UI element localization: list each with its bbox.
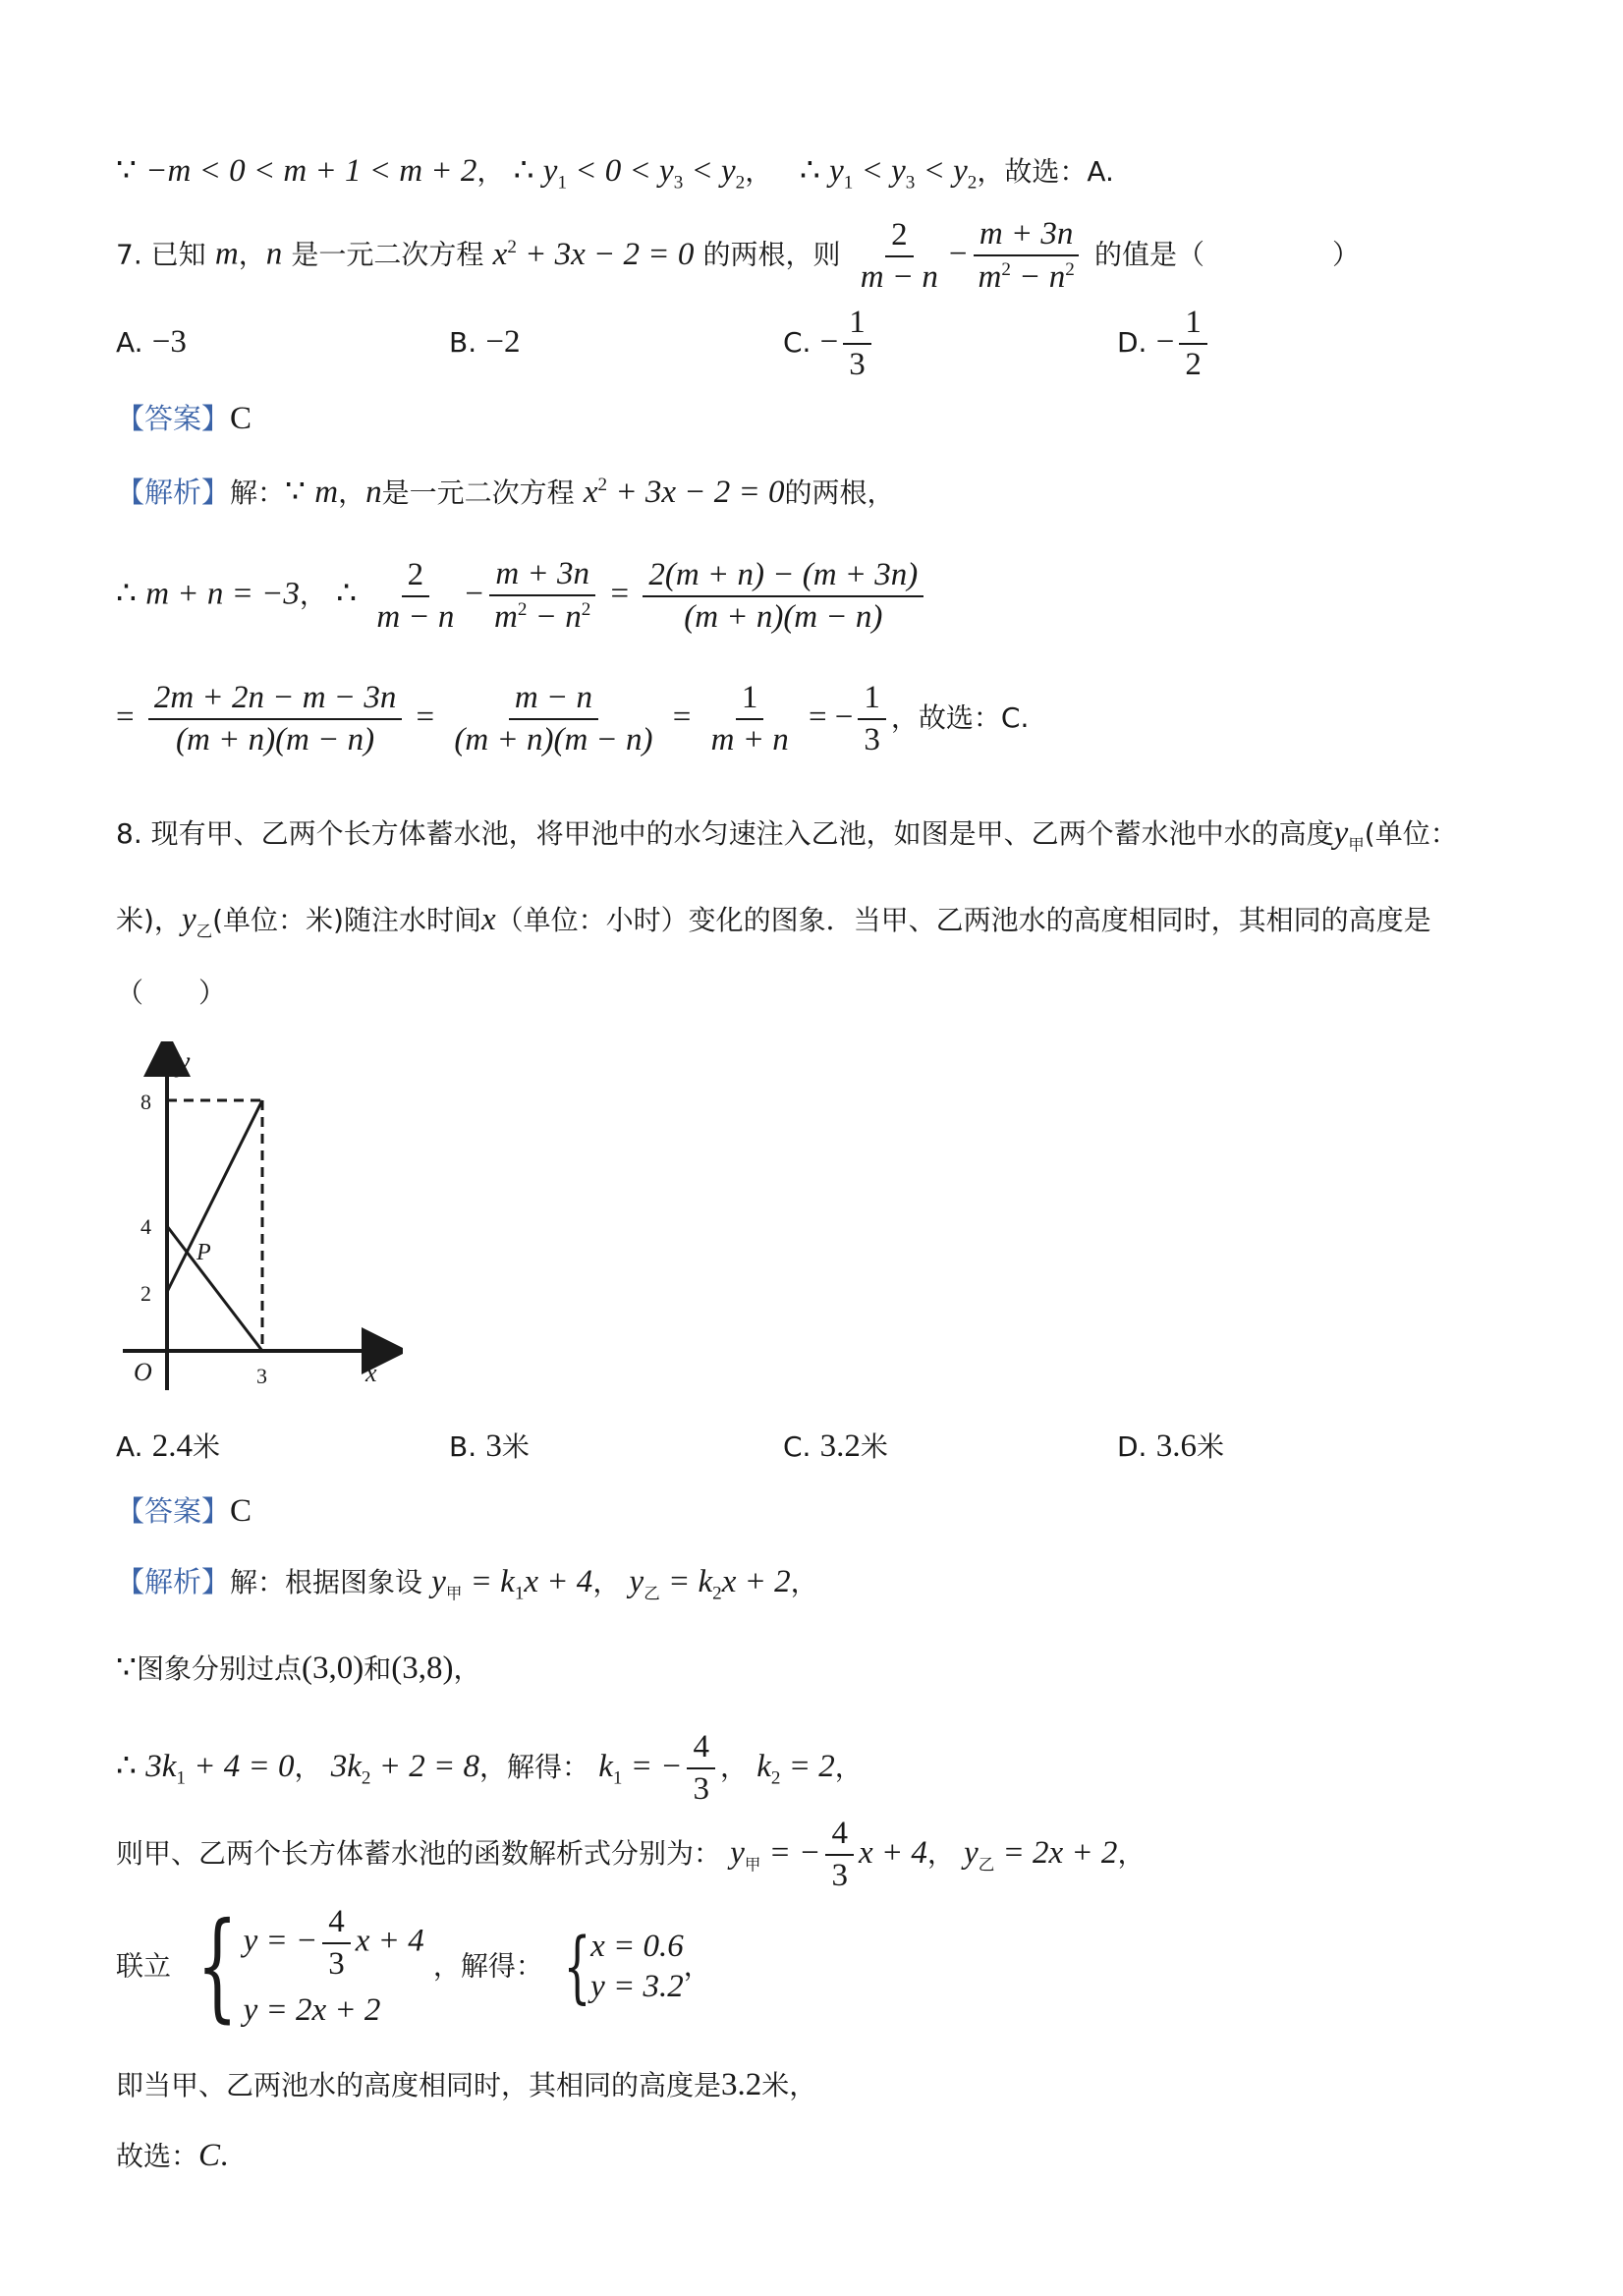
equation-system: { y = − $\frac{4}{3}$ x + 4 y = 2x + 2 <box>196 1897 424 2035</box>
y-tick-2: 2 <box>140 1281 151 1306</box>
x-tick-3: 3 <box>256 1364 267 1388</box>
question-8-stem-line-1: 8. 现有甲、乙两个长方体蓄水池，将甲池中的水匀速注入乙池，如图是甲、乙两个蓄水池中水的高度$y_甲$(单位： <box>116 815 1458 855</box>
inequality-chain: −m < 0 < m + 1 < m + 2 <box>145 153 477 189</box>
point-p-label: P <box>196 1240 211 1265</box>
q8-analysis-5: 联立 { y = − $\frac{4}{3}$ x + 4 y = 2x + 2 ，解得： { x = 0.6 y = 3.2 ， <box>116 1897 711 2035</box>
q8-option-d[interactable]: D. 3.6米 <box>1117 1428 1224 1464</box>
inequality-result-2: $y_1 < y_3 < y_2$ <box>829 153 978 194</box>
q8-analysis-7: 故选：C. <box>116 2138 229 2173</box>
q8-analysis-6: 即当甲、乙两池水的高度相同时，其相同的高度是3.2米， <box>116 2067 817 2102</box>
top-inequality-line: ∵ −m < 0 < m + 1 < m + 2， ∴ $y_1 < 0 < y_3 < y_2$， ∴ $y_1 < y_3 < y_2$，故选：A. <box>116 153 1114 194</box>
fraction-m-plus-3n: $\frac{m + 3n}{m^2 - n^2}$ <box>973 218 1081 294</box>
q8-analysis-3: ∴ $3k_1 + 4 = 0$， $3k_2 + 2 = 8$，解得： $k_1$ = − $\frac{4}{3}$ ， $k_2 = 2$， <box>116 1729 863 1807</box>
inequality-result-1: $y_1 < 0 < y_3 < y_2$ <box>542 153 746 194</box>
q7-answer: 【答案】C <box>116 401 252 436</box>
q7-option-c[interactable]: C. − $\frac{1}{3}$ <box>783 307 876 381</box>
fraction-2-over-m-minus-n: $\frac{2}{m - n}$ <box>860 216 938 295</box>
q8-analysis-4: 则甲、乙两个长方体蓄水池的函数解析式分别为： $y_甲$ = − $\frac{4}{3}$ x + 4， $y_乙 = 2x + 2$， <box>116 1816 1146 1893</box>
q7-option-d[interactable]: D. − $\frac{1}{2}$ <box>1117 307 1212 381</box>
question-7-stem: 7. 已知 m，n 是一元二次方程 $x^2 + 3x - 2 = 0$ 的两根，则 $\frac{2}{m - n}$ − $\frac{m + 3n}{m^2 - n^2}$ 的值是（ ） <box>116 216 1361 295</box>
q8-option-a[interactable]: A. 2.4米 <box>116 1428 221 1464</box>
x-axis-label: x <box>365 1359 377 1387</box>
question-8-stem-line-3: （ ） <box>116 977 227 1009</box>
q8-analysis-1: 【解析】解：根据图象设 $y_甲 = k_1x + 4$， $y_乙 = k_2x + 2$， <box>116 1564 818 1604</box>
y-tick-8: 8 <box>140 1090 151 1114</box>
solution-system: { x = 0.6 y = 3.2 <box>563 1920 684 2012</box>
question-8-stem-line-2: 米)，$y_乙$(单位：米)随注水时间x（单位：小时）变化的图象．当甲、乙两池水的高度相同时，其相同的高度是 <box>116 902 1431 941</box>
y-tick-4: 4 <box>140 1214 151 1239</box>
q8-option-b[interactable]: B. 3米 <box>449 1428 530 1464</box>
quadratic-equation: $x^2 + 3x - 2 = 0$ <box>492 236 695 272</box>
q7-option-a[interactable]: A. −3 <box>116 324 187 360</box>
q7-analysis-intro: 【解析】解：∵ m，n是一元二次方程 $x^2 + 3x - 2 = 0$的两根， <box>116 475 895 510</box>
q8-option-c[interactable]: C. 3.2米 <box>783 1428 888 1464</box>
line-yi <box>167 1100 262 1292</box>
origin-label: O <box>134 1358 152 1386</box>
q7-option-b[interactable]: B. −2 <box>449 324 521 360</box>
q7-analysis-step-2: = $\frac{2m + 2n - m - 3n}{(m + n)(m - n)}$ = $\frac{m - n}{(m + n)(m - n)}$ = $\frac{1}{m + n}$ = − $\frac{1}{3}$ ，故选：C. <box>116 680 1030 757</box>
q8-answer: 【答案】C <box>116 1493 252 1529</box>
line-jia <box>167 1226 262 1351</box>
y-axis-label: y <box>177 1045 191 1078</box>
water-height-graph <box>108 1041 403 1395</box>
q7-analysis-step-1: ∴ m + n = −3， ∴ $\frac{2}{m - n}$ − $\frac{m + 3n}{m^2 - n^2}$ = $\frac{2(m + n) - (m + 3n)}{(m + n)(m - n)}$ <box>116 558 928 634</box>
q8-analysis-2: ∵图象分别过点(3,0)和(3,8)， <box>116 1651 481 1686</box>
